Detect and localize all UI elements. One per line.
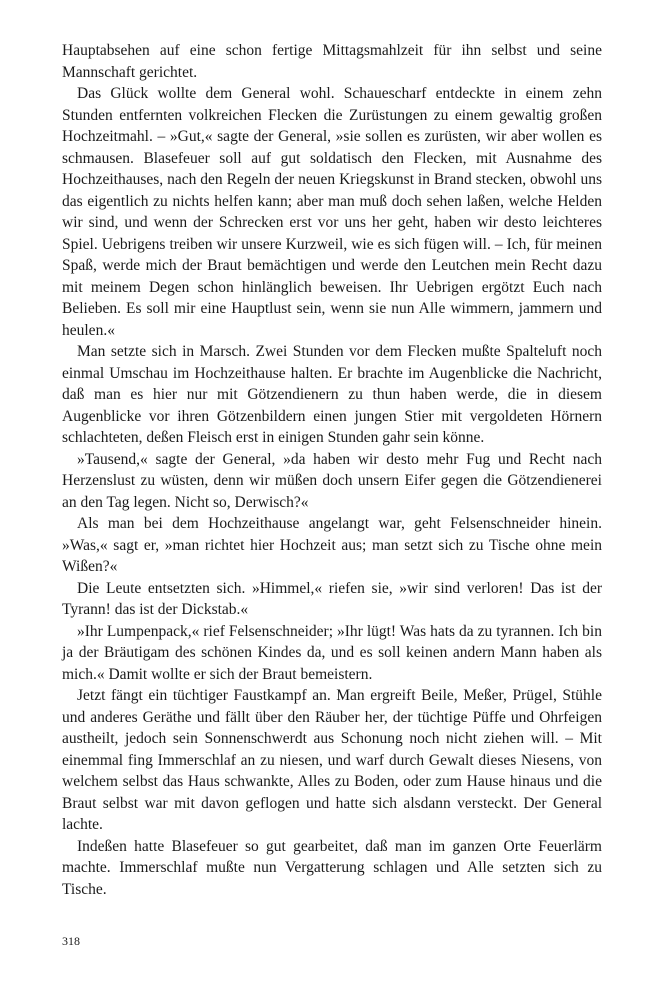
paragraph: »Tausend,« sagte der General, »da haben wir desto mehr Fug und Recht nach Herzenslust zu wüsten, denn wir müßen doch unsern Eifer gegen die Götzendienerei an den Tag legen. Nicht so, Derwisch?« (62, 450, 602, 511)
paragraph: »Ihr Lumpenpack,« rief Felsenschneider; »Ihr lügt! Was hats da zu tyrannen. Ich bin ja der Bräutigam des schönen Kindes da, und es soll keinen andern Mann haben als mich.« Damit wollte er sich der Braut bemeistern. (62, 622, 602, 683)
paragraph: Man setzte sich in Marsch. Zwei Stunden vor dem Flecken mußte Spalteluft noch einmal Umschau im Hochzeithause halten. Er brachte im Augenblicke die Nachricht, daß man es hier nur mit Götzendienern zu thun haben werde, die in diesem Augenblicke vor ihren Götzenbildern einen jungen Stier mit vergoldeten Hörnern schlachteten, deßen Fleisch erst in einigen Stunden gahr sein könne. (62, 343, 602, 446)
paragraph: Indeßen hatte Blasefeuer so gut gearbeitet, daß man im ganzen Orte Feuerlärm machte. Immerschlaf mußte nun Vergatterung schlagen und Alle setzten sich zu Tische. (62, 837, 602, 898)
page-body (62, 40, 602, 900)
paragraph: Jetzt fängt ein tüchtiger Faustkampf an. Man ergreift Beile, Meßer, Prügel, Stühle und anderes Geräthe und fällt über den Räuber her, der tüchtige Püffe und Ohrfeigen austheilt, jedoch sein Sonnenschwerdt aus Schonung noch nicht ziehen will. – Mit einemmal fing Immerschlaf an zu niesen, und warf durch Gewalt dieses Niesens, von welchem selbst das Haus schwankte, Alles zu Boden, oder zum Hause hinaus und die Braut selbst war mit davon geflogen und hatte sich alsdann versteckt. Der General lachte. (62, 687, 602, 833)
paragraph: Die Leute entsetzten sich. »Himmel,« riefen sie, »wir sind verloren! Das ist der Tyrann! das ist der Dickstab.« (62, 579, 602, 618)
paragraph: Das Glück wollte dem General wohl. Schauescharf entdeckte in einem zehn Stunden entfernten volkreichen Flecken die Zurüstungen zu einem gewaltig großen Hochzeitmahl. – »Gut,« sagte der General, »sie sollen es zurüsten, wir aber wollen es schmausen. Blasefeuer soll auf gut soldatisch den Flecken, mit Ausnahme des Hochzeithauses, nach den Regeln der neuen Kriegskunst in Brand stecken, obwohl uns das eigentlich zu nichts helfen kann; aber man muß doch sehen laßen, welche Helden wir sind, und wenn der Schrecken erst vor uns her geht, haben wir desto leichteres Spiel. Uebrigens treiben wir unsere Kurzweil, wie es sich fügen will. – Ich, für meinen Spaß, werde mich der Braut bemächtigen und werde den Leutchen mein Recht dazu mit meinem Degen schon hinlänglich beweisen. Ihr Uebrigen ergötzt Euch nach Belieben. Es soll mir eine Hauptlust sein, wenn sie nun Alle wimmern, jammern und heulen.« (62, 85, 602, 339)
paragraph: Als man bei dem Hochzeithause angelangt war, geht Felsenschneider hinein. »Was,« sagt er, »man richtet hier Hochzeit aus; man setzt sich zu Tische ohne mein Wißen?« (62, 515, 602, 575)
paragraph-continuation: Hauptabsehen auf eine schon fertige Mittagsmahlzeit für ihn selbst und seine Mannschaft gerichtet. (62, 42, 602, 81)
page-number: 318 (62, 934, 80, 948)
